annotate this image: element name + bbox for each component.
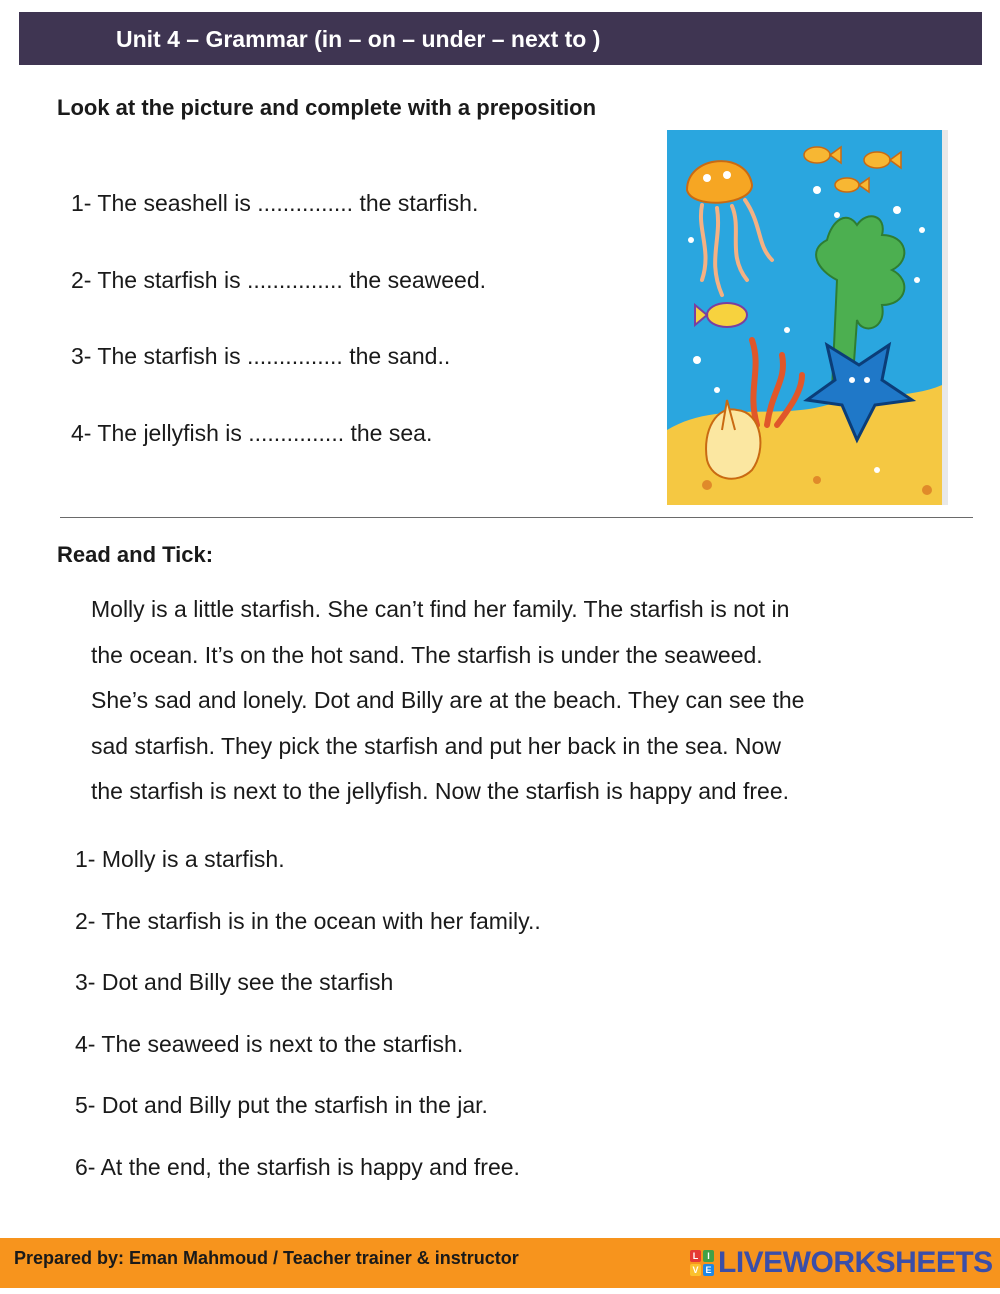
logo-wordmark: LIVEWORKSHEETS <box>718 1246 993 1279</box>
passage-line: the starfish is next to the jellyfish. Now the starfish is happy and free. <box>91 778 790 804</box>
fill-in-item-1: 1- The seashell is ............... the starfish. <box>71 190 479 216</box>
title-bar <box>19 12 982 65</box>
reading-passage <box>91 587 951 815</box>
liveworksheets-logo-icon: L I V E <box>690 1250 714 1276</box>
section-2-heading: Read and Tick: <box>57 542 214 567</box>
fill-in-item-4: 4- The jellyfish is ............... the sea. <box>71 420 433 446</box>
liveworksheets-logo[interactable] <box>690 1247 993 1279</box>
tick-statement-6: 6- At the end, the starfish is happy and free. <box>75 1154 520 1180</box>
passage-line: She’s sad and lonely. Dot and Billy are at the beach. They can see the <box>91 687 805 713</box>
footer-bar <box>0 1238 1000 1288</box>
page-title: Unit 4 – Grammar (in – on – under – next to ) <box>116 26 601 52</box>
under-the-sea-picture <box>667 130 948 505</box>
tick-statement-1: 1- Molly is a starfish. <box>75 846 285 872</box>
tick-statement-4: 4- The seaweed is next to the starfish. <box>75 1031 464 1057</box>
author-credit: Prepared by: Eman Mahmoud / Teacher trainer & instructor <box>14 1248 519 1268</box>
section-divider <box>60 517 973 518</box>
tick-statement-5: 5- Dot and Billy put the starfish in the jar. <box>75 1092 488 1118</box>
section-1-heading: Look at the picture and complete with a preposition <box>57 95 597 120</box>
fill-in-item-2: 2- The starfish is ............... the seaweed. <box>71 267 487 293</box>
tick-statement-3: 3- Dot and Billy see the starfish <box>75 969 394 995</box>
tick-statement-2: 2- The starfish is in the ocean with her family.. <box>75 908 541 934</box>
passage-line: the ocean. It’s on the hot sand. The starfish is under the seaweed. <box>91 641 763 668</box>
passage-line: sad starfish. They pick the starfish and put her back in the sea. Now <box>91 732 781 759</box>
fill-in-item-3: 3- The starfish is ............... the sand.. <box>71 343 451 369</box>
passage-line: Molly is a little starfish. She can’t find her family. The starfish is not in <box>91 596 790 622</box>
